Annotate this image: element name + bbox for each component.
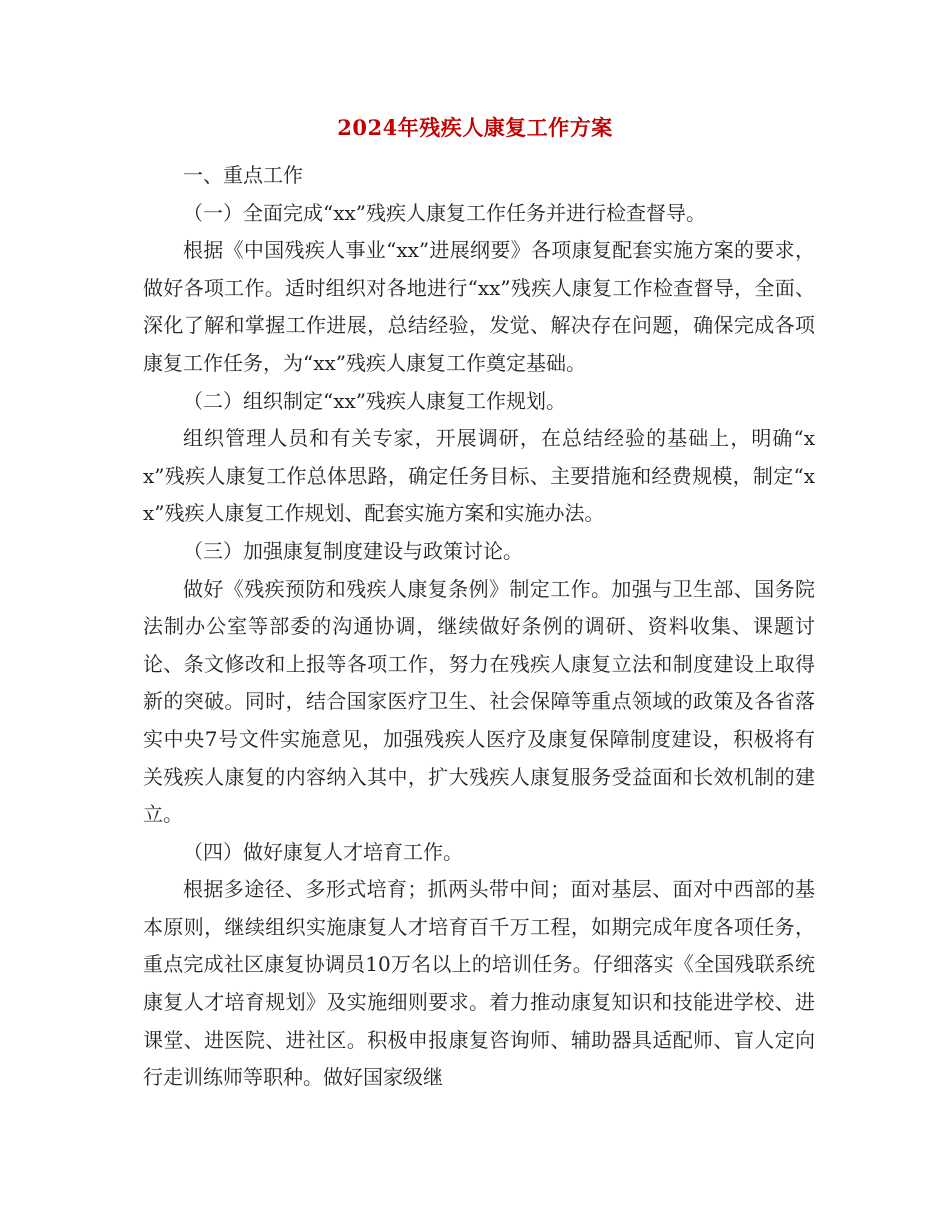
- body-paragraph: 根据多途径、多形式培育；抓两头带中间；面对基层、面对中西部的基本原则，继续组织实施康复人才培育百千万工程，如期完成年度各项任务，重点完成社区康复协调员10万名以上的培训任务。仔细落实《全国残联系统康复人才培育规划》及实施细则要求。着力推动康复知识和技能进学校、进课堂、进医院、进社区。积极申报康复咨询师、辅助器具适配师、盲人定向行走训练师等职种。做好国家级继: [143, 877, 815, 1090]
- document-title: 2024年残疾人康复工作方案: [337, 115, 613, 140]
- section-heading: 一、重点工作: [183, 163, 303, 187]
- document-body: [143, 157, 815, 1097]
- subsection-heading: （一）全面完成“xx”残疾人康复工作任务并进行检查督导。: [183, 200, 707, 225]
- body-paragraph: 根据《中国残疾人事业“xx”进展纲要》各项康复配套实施方案的要求，做好各项工作。适时组织对各地进行“xx”残疾人康复工作检查督导，全面、深化了解和掌握工作进展，总结经验，发觉、解决存在问题，确保完成各项康复工作任务，为“xx”残疾人康复工作奠定基础。: [143, 238, 815, 375]
- subsection-heading: （二）组织制定“xx”残疾人康复工作规划。: [183, 388, 567, 413]
- body-paragraph: 做好《残疾预防和残疾人康复条例》制定工作。加强与卫生部、国务院法制办公室等部委的沟通协调，继续做好条例的调研、资料收集、课题讨论、条文修改和上报等各项工作，努力在残疾人康复立法和制度建设上取得新的突破。同时，结合国家医疗卫生、社会保障等重点领域的政策及各省落实中央7号文件实施意见，加强残疾人医疗及康复保障制度建设，积极将有关残疾人康复的内容纳入其中，扩大残疾人康复服务受益面和长效机制的建立。: [143, 576, 815, 827]
- subsection-heading: （三）加强康复制度建设与政策讨论。: [183, 538, 523, 563]
- body-paragraph: 组织管理人员和有关专家，开展调研，在总结经验的基础上，明确“xx”残疾人康复工作总体思路，确定任务目标、主要措施和经费规模，制定“xx”残疾人康复工作规划、配套实施方案和实施办法。: [143, 426, 815, 526]
- subsection-heading: （四）做好康复人才培育工作。: [183, 839, 463, 864]
